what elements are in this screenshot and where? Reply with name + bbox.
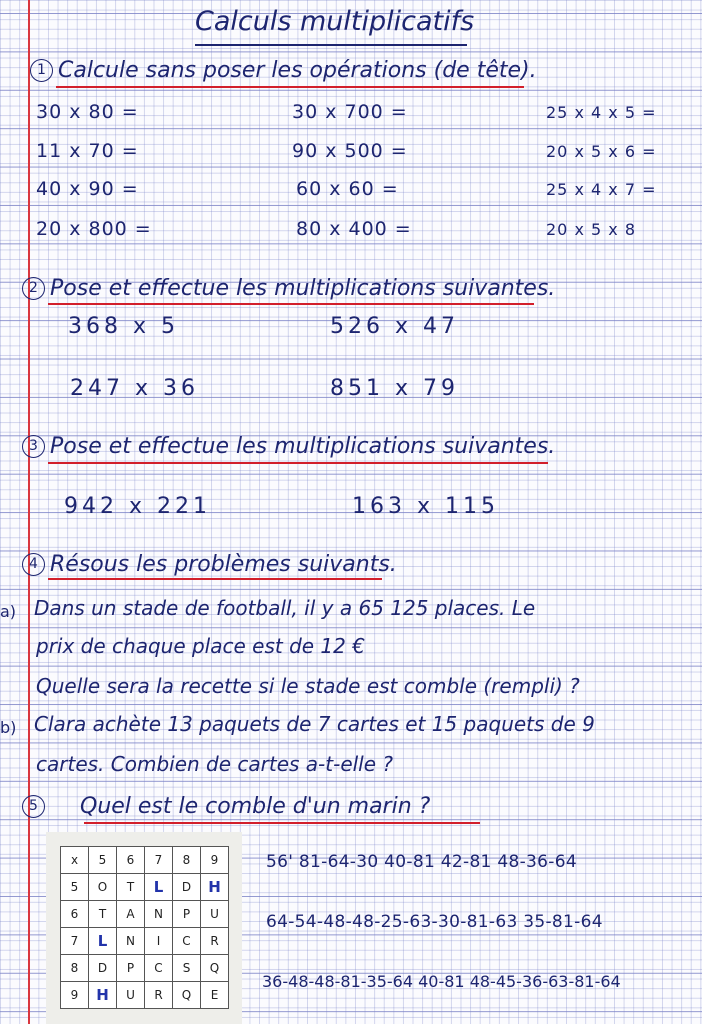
table-cell: 7	[61, 928, 89, 955]
ex4-a-line-3: Quelle sera la recette si le stade est comble (rempli) ?	[36, 674, 580, 698]
table-cell: U	[117, 982, 145, 1009]
ex4-number: 4	[22, 553, 45, 576]
table-cell: 5	[89, 847, 117, 874]
table-cell: x	[61, 847, 89, 874]
table-cell: P	[173, 901, 201, 928]
ex3-number: 3	[22, 435, 45, 458]
ex2-item-4: 851 x 79	[330, 376, 459, 401]
ex3-underline	[48, 462, 548, 464]
ex3-item-2: 163 x 115	[352, 494, 499, 519]
table-cell: 7	[145, 847, 173, 874]
ex1-calc-1-4: 20 x 800 =	[36, 218, 152, 240]
table-cell: T	[89, 901, 117, 928]
table-row	[61, 928, 229, 955]
table-row	[61, 982, 229, 1009]
table-row	[61, 955, 229, 982]
ex4-underline	[48, 578, 382, 580]
ex4-b-line-1: Clara achète 13 paquets de 7 cartes et 15 paquets de 9	[34, 712, 595, 736]
table-cell: O	[89, 874, 117, 901]
table-cell: 8	[61, 955, 89, 982]
table-cell: Q	[201, 955, 229, 982]
table-cell: L	[145, 874, 173, 901]
table-cell: P	[117, 955, 145, 982]
table-cell: S	[173, 955, 201, 982]
table-header-row	[61, 847, 229, 874]
ex4-heading-text: Résous les problèmes suivants.	[50, 552, 397, 577]
code-line-2: 64-54-48-48-25-63-30-81-63 35-81-64	[266, 912, 603, 932]
ex5-heading	[22, 794, 430, 819]
ex3-item-1: 942 x 221	[64, 494, 211, 519]
ex5-number: 5	[22, 795, 45, 818]
table-cell: 8	[173, 847, 201, 874]
ex1-underline	[56, 86, 524, 88]
multiplication-code-table	[60, 846, 229, 1009]
ex5-underline	[84, 822, 480, 824]
table-cell: D	[173, 874, 201, 901]
ex3-heading-text: Pose et effectue les multiplications suivantes.	[50, 434, 556, 459]
ex4-b-line-2: cartes. Combien de cartes a-t-elle ?	[36, 752, 394, 776]
ex1-calc-1-3: 40 x 90 =	[36, 178, 139, 200]
table-cell: E	[201, 982, 229, 1009]
ex1-calc-3-4: 20 x 5 x 8	[546, 220, 636, 239]
table-row	[61, 901, 229, 928]
table-row	[61, 874, 229, 901]
ex4-label-b: b)	[0, 718, 17, 737]
ex4-heading	[22, 552, 397, 577]
ex2-item-1: 368 x 5	[68, 314, 179, 339]
ex1-calc-3-1: 25 x 4 x 5 =	[546, 103, 657, 122]
table-cell: N	[117, 928, 145, 955]
ex1-heading-text: Calcule sans poser les opérations (de tête).	[58, 58, 537, 83]
table-cell: C	[173, 928, 201, 955]
code-line-1: 56' 81-64-30 40-81 42-81 48-36-64	[266, 852, 577, 872]
ex2-number: 2	[22, 277, 45, 300]
ex4-a-line-1: Dans un stade de football, il y a 65 125 places. Le	[34, 596, 536, 620]
table-cell: 6	[61, 901, 89, 928]
ex1-number: 1	[30, 59, 53, 82]
table-cell: A	[117, 901, 145, 928]
ex2-item-3: 247 x 36	[70, 376, 199, 401]
ex2-heading-text: Pose et effectue les multiplications suivantes.	[50, 276, 556, 301]
table-cell: N	[145, 901, 173, 928]
ex1-calc-2-4: 80 x 400 =	[296, 218, 412, 240]
ex3-heading	[22, 434, 555, 459]
code-line-3: 36-48-48-81-35-64 40-81 48-45-36-63-81-64	[262, 972, 621, 991]
table-cell: C	[145, 955, 173, 982]
table-cell: Q	[173, 982, 201, 1009]
table-cell: 6	[117, 847, 145, 874]
table-cell: I	[145, 928, 173, 955]
ex2-item-2: 526 x 47	[330, 314, 459, 339]
ex1-heading	[30, 58, 537, 83]
table-cell: R	[145, 982, 173, 1009]
table-cell: D	[89, 955, 117, 982]
ex1-calc-3-2: 20 x 5 x 6 =	[546, 142, 657, 161]
table-cell: T	[117, 874, 145, 901]
ex1-calc-1-1: 30 x 80 =	[36, 101, 139, 123]
table-cell: H	[201, 874, 229, 901]
table-cell: H	[89, 982, 117, 1009]
ex1-calc-2-3: 60 x 60 =	[296, 178, 399, 200]
ex4-a-line-2: prix de chaque place est de 12 €	[36, 634, 365, 658]
ex1-calc-2-2: 90 x 500 =	[292, 140, 408, 162]
table-cell: R	[201, 928, 229, 955]
ex5-heading-text: Quel est le comble d'un marin ?	[80, 794, 431, 819]
page-title: Calculs multiplicatifs	[195, 6, 475, 37]
title-underline	[195, 44, 467, 46]
ex1-calc-3-3: 25 x 4 x 7 =	[546, 180, 657, 199]
ex2-heading	[22, 276, 555, 301]
multiplication-code-table-card	[46, 832, 242, 1024]
table-cell: 9	[201, 847, 229, 874]
margin-line	[28, 0, 30, 1024]
ex1-calc-1-2: 11 x 70 =	[36, 140, 139, 162]
table-cell: 9	[61, 982, 89, 1009]
table-cell: 5	[61, 874, 89, 901]
ex2-underline	[48, 303, 534, 305]
ex1-calc-2-1: 30 x 700 =	[292, 101, 408, 123]
ex4-label-a: a)	[0, 602, 17, 621]
table-cell: U	[201, 901, 229, 928]
table-cell: L	[89, 928, 117, 955]
